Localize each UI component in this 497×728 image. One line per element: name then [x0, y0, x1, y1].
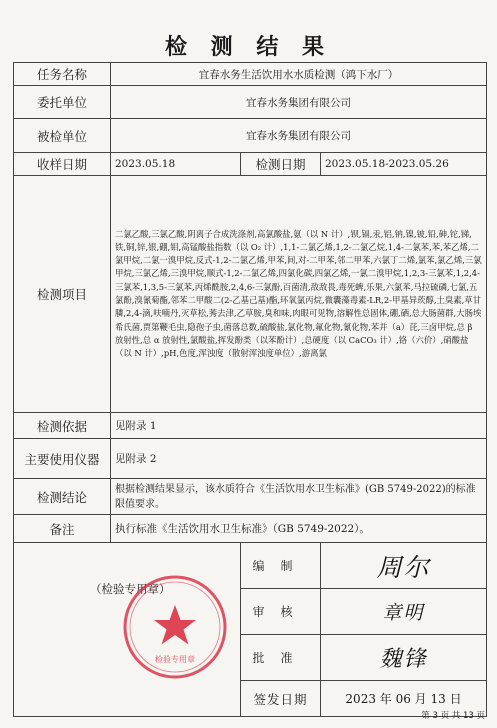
instruments-value: 见附录 2 [111, 439, 487, 479]
task-name-value: 宜春水务生活饮用水水质检测（鸿下水厂） [111, 63, 487, 86]
editor-signature: 周尔 [321, 543, 487, 589]
items-label: 检测项目 [14, 176, 111, 413]
instruments-label: 主要使用仪器 [14, 439, 111, 479]
row-editor [14, 543, 487, 589]
row-instruments [14, 439, 487, 479]
remarks-value: 执行标准《生活饮用水卫生标准》（GB 5749-2022）。 [111, 515, 487, 543]
seal-subtext: 检验专用章 [155, 655, 195, 664]
issue-date-value: 2023 年 06 月 13 日 [321, 681, 487, 717]
stamp-label: （检验专用章） [90, 582, 171, 596]
row-task-name [14, 63, 487, 86]
approver-label: 批准 [241, 635, 321, 681]
conclusion-label: 检测结论 [14, 479, 111, 515]
official-seal [120, 572, 230, 682]
basis-label: 检测依据 [14, 413, 111, 439]
sample-date-value: 2023.05.18 [111, 153, 241, 176]
seal-star-icon [154, 605, 196, 645]
row-dates [14, 153, 487, 176]
test-date-value: 2023.05.18-2023.05.26 [321, 153, 487, 176]
items-value: 二氯乙酸,三氯乙酸,阴离子合成洗涤剂,高氯酸盐,氨（以 N 计）,钡,镉,汞,铝,钠,镍,铍,铅,砷,铊,锑,铁,铜,锌,银,硼,钼,高锰酸盐指数（以 O₂ 计）,1,1-二氯乙烯,1,2-二氯乙烷,1,4-二氯苯,苯,苯乙烯,二氯甲烷,二氯一溴甲烷,反式-1,2-二氯乙烯,甲苯,间,对-二甲苯,邻二甲苯,六氯丁二烯,氯苯,氯乙烯,三氯甲烷,三氯乙烯,三溴甲烷,顺式-1,2-二氯乙烯,四氯化碳,四氯乙烯,一氯二溴甲烷,1,2,3-三氯苯,1,2,4-三氯苯,1,3,5-三氯苯,丙烯酰胺,2,4,6-三氯酚,百菌清,敌敌畏,毒死蜱,乐果,六氯苯,马拉硫磷,七氯,五氯酚,溴氰菊酯,邻苯二甲酸二(2-乙基己基)酯,环氧氯丙烷,微囊藻毒素-LR,2-甲基异莰醇,土臭素,草甘膦,2,4-滴,呋喃丹,灭草松,莠去津,乙草胺,臭和味,肉眼可见物,溶解性总固体,硼,硒,总大肠菌群,大肠埃希氏菌,贾第鞭毛虫,隐孢子虫,菌落总数,硫酸盐,氯化物,氟化物,氰化物,苯并（a）芘,三卤甲烷,总 β 放射性,总 α 放射性,氯酸盐,挥发酚类（以苯酚计）,总硬度（以 CaCO₃ 计）,铬（六价）,硝酸盐（以 N 计）,pH,色度,浑浊度（散射浑浊度单位）,游离氯 [111, 176, 487, 413]
page-title: 检 测 结 果 [165, 35, 332, 60]
sample-date-label: 收样日期 [14, 153, 111, 176]
inspected-value: 宜春水务集团有限公司 [111, 119, 487, 153]
result-table [13, 62, 487, 717]
reviewer-label: 审核 [241, 589, 321, 635]
conclusion-value: 根据检测结果显示，该水质符合《生活饮用水卫生标准》(GB 5749-2022)的标准限值要求。 [111, 479, 487, 515]
inspected-label: 被检单位 [14, 119, 111, 153]
editor-label: 编制 [241, 543, 321, 589]
test-date-label: 检测日期 [241, 153, 321, 176]
task-name-label: 任务名称 [14, 63, 111, 86]
row-client [14, 86, 487, 119]
row-items [14, 176, 487, 413]
basis-value: 见附录 1 [111, 413, 487, 439]
row-inspected [14, 119, 487, 153]
remarks-label: 备注 [14, 515, 111, 543]
issue-date-label: 签发日期 [241, 681, 321, 717]
page-footer: 第 3 页 共 13 页 [421, 711, 485, 721]
client-label: 委托单位 [14, 86, 111, 119]
reviewer-signature: 章明 [321, 589, 487, 635]
row-conclusion [14, 479, 487, 515]
row-remarks [14, 515, 487, 543]
row-basis [14, 413, 487, 439]
approver-signature: 魏锋 [321, 635, 487, 681]
client-value: 宜春水务集团有限公司 [111, 86, 487, 119]
